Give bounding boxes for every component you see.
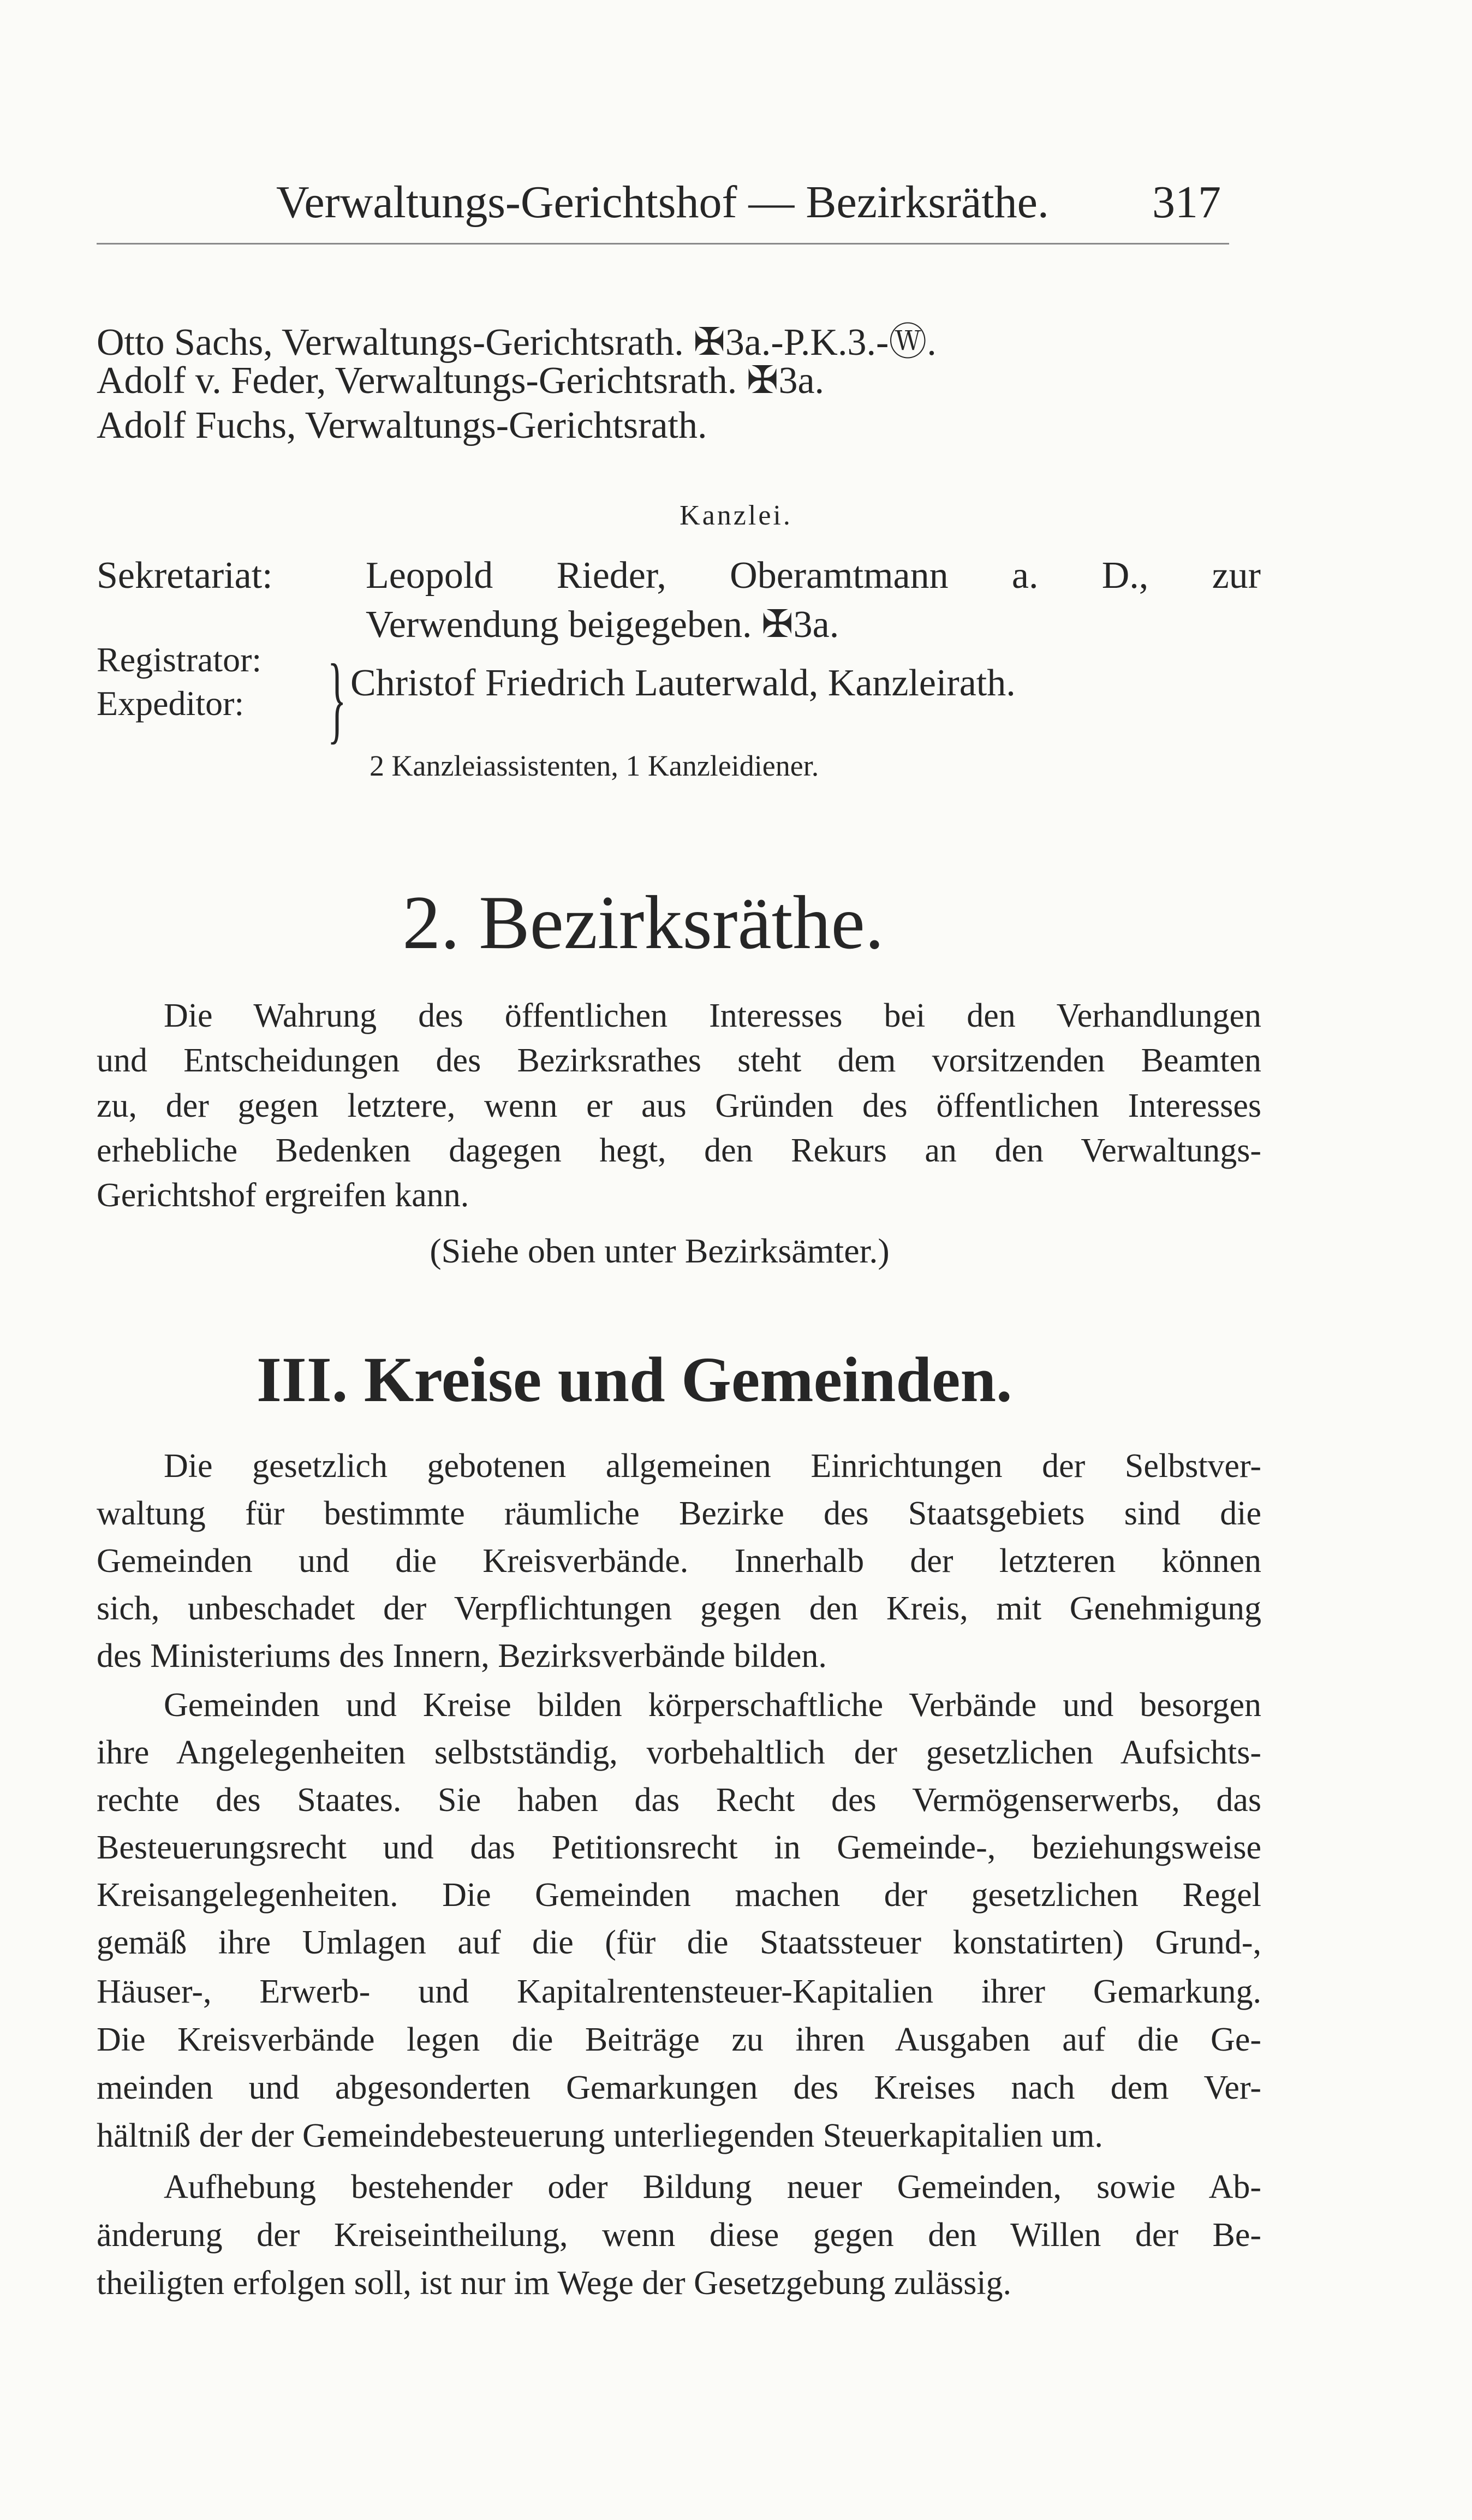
paragraph-line: des Ministeriums des Innern, Bezirksverbände bilden. xyxy=(97,1637,827,1675)
cross-reference-note: (Siehe oben unter Bezirksämter.) xyxy=(430,1231,890,1270)
kanzlei-heading: Kanzlei. xyxy=(680,500,792,531)
paragraph-line: Die gesetzlich gebotenen allgemeinen Einrichtungen der Selbstver- xyxy=(164,1447,1261,1485)
member-entry: Adolf Fuchs, Verwaltungs-Gerichtsrath. xyxy=(97,404,707,446)
paragraph-line: Gemeinden und die Kreisverbände. Innerhalb der letzteren können xyxy=(97,1542,1261,1580)
kanzlei-staff: 2 Kanzleiassistenten, 1 Kanzleidiener. xyxy=(370,749,819,782)
paragraph-line: Gerichtshof ergreifen kann. xyxy=(97,1177,469,1214)
paragraph-line: zu, der gegen letztere, wenn er aus Gründen des öffentlichen Interesses xyxy=(97,1087,1261,1124)
member-entry: Adolf v. Feder, Verwaltungs-Gerichtsrath. ✠3a. xyxy=(97,360,825,402)
paragraph-line: rechte des Staates. Sie haben das Recht des Vermögenserwerbs, das xyxy=(97,1782,1261,1819)
page-number: 317 xyxy=(1152,177,1221,228)
paragraph-line: Häuser-, Erwerb- und Kapitalrentensteuer-Kapitalien ihrer Gemarkung. xyxy=(97,1973,1261,2010)
paragraph-line: Die Wahrung des öffentlichen Interesses bei den Verhandlungen xyxy=(164,997,1261,1034)
member-entry: Otto Sachs, Verwaltungs-Gerichtsrath. ✠3a.-P.K.3.-Ⓦ. xyxy=(97,321,937,364)
paragraph-line: ihre Angelegenheiten selbstständig, vorbehaltlich der gesetzlichen Aufsichts- xyxy=(97,1734,1261,1771)
sekretariat-line: Leopold Rieder, Oberamtmann a. D., zur xyxy=(366,555,1261,597)
sekretariat-label: Sekretariat: xyxy=(97,555,273,597)
running-header-title: Verwaltungs-Gerichtshof — Bezirksräthe. xyxy=(276,177,1049,228)
brace: } xyxy=(327,644,347,753)
paragraph-line: erhebliche Bedenken dagegen hegt, den Rekurs an den Verwaltungs- xyxy=(97,1132,1261,1169)
paragraph-line: Aufhebung bestehender oder Bildung neuer Gemeinden, sowie Ab- xyxy=(164,2168,1261,2206)
paragraph-line: und Entscheidungen des Bezirksrathes steht dem vorsitzenden Beamten xyxy=(97,1042,1261,1079)
expeditor-label: Expeditor: xyxy=(97,684,245,723)
chapter-title: III. Kreise und Gemeinden. xyxy=(257,1344,1012,1415)
paragraph-line: Gemeinden und Kreise bilden körperschaftliche Verbände und besorgen xyxy=(164,1687,1261,1724)
paragraph-line: Kreisangelegenheiten. Die Gemeinden machen der gesetzlichen Regel xyxy=(97,1876,1261,1914)
section-title: 2. Bezirksräthe. xyxy=(402,880,884,965)
registrator-label: Registrator: xyxy=(97,640,262,679)
paragraph-line: änderung der Kreiseintheilung, wenn diese gegen den Willen der Be- xyxy=(97,2217,1261,2254)
paragraph-line: sich, unbeschadet der Verpflichtungen gegen den Kreis, mit Genehmigung xyxy=(97,1590,1261,1627)
paragraph-line: hältniß der der Gemeindebesteuerung unterliegenden Steuerkapitalien um. xyxy=(97,2117,1103,2154)
registrator-name: Christof Friedrich Lauterwald, Kanzleirath. xyxy=(350,662,1016,704)
paragraph-line: meinden und abgesonderten Gemarkungen des Kreises nach dem Ver- xyxy=(97,2069,1261,2106)
paragraph-line: Besteuerungsrecht und das Petitionsrecht in Gemeinde-, beziehungsweise xyxy=(97,1829,1261,1866)
header-rule xyxy=(97,243,1229,245)
sekretariat-line: Verwendung beigegeben. ✠3a. xyxy=(366,604,839,646)
paragraph-line: gemäß ihre Umlagen auf die (für die Staatssteuer konstatirten) Grund-, xyxy=(97,1924,1261,1961)
paragraph-line: theiligten erfolgen soll, ist nur im Wege der Gesetzgebung zulässig. xyxy=(97,2265,1012,2302)
paragraph-line: Die Kreisverbände legen die Beiträge zu ihren Ausgaben auf die Ge- xyxy=(97,2021,1261,2058)
paragraph-line: waltung für bestimmte räumliche Bezirke des Staatsgebiets sind die xyxy=(97,1495,1261,1532)
